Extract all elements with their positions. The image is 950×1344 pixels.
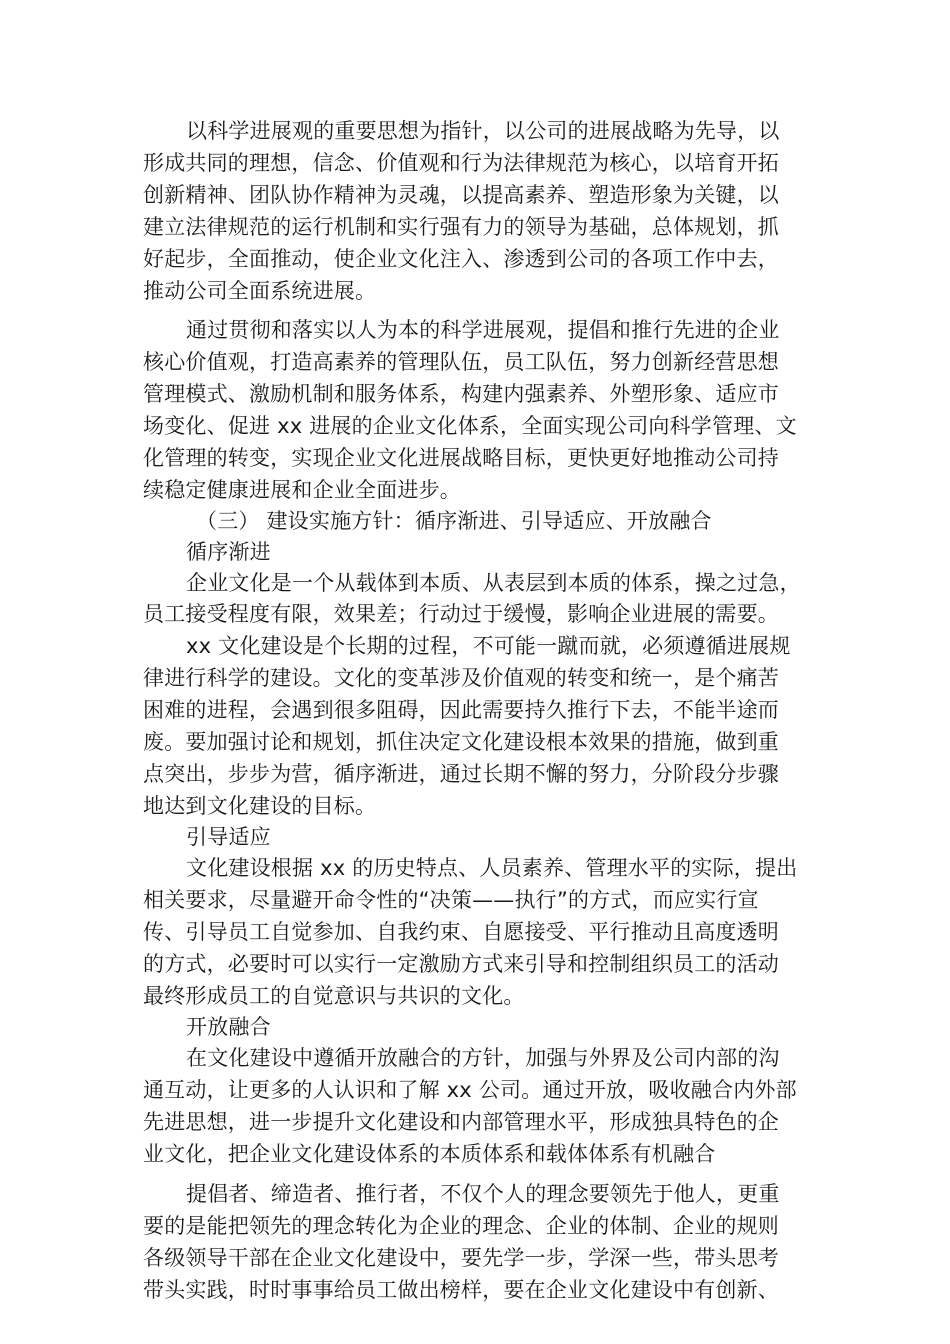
paragraph-line: 各级领导干部在企业文化建设中，要先学一步，学深一些，带头思考 xyxy=(143,1246,779,1270)
paragraph-line: 地达到文化建设的目标。 xyxy=(143,794,377,818)
paragraph-line: 最终形成员工的自觉意识与共识的文化。 xyxy=(143,984,525,1008)
section-heading: （三） 建设实施方针：循序渐进、引导适应、开放融合 xyxy=(196,509,712,533)
paragraph-line: 点突出，步步为营，循序渐进，通过长期不懈的努力，分阶段分步骤 xyxy=(143,762,779,786)
subsection-title-guide: 引导适应 xyxy=(186,825,271,849)
paragraph-line: 废。要加强讨论和规划，抓住决定文化建设根本效果的措施，做到重 xyxy=(143,730,779,754)
paragraph-line: xx 文化建设是个长期的过程，不可能一蹴而就，必须遵循进展规 xyxy=(186,634,791,658)
paragraph-line: 好起步，全面推动，使企业文化注入、渗透到公司的各项工作中去， xyxy=(143,247,779,271)
paragraph-line: 要的是能把领先的理念转化为企业的理念、企业的体制、企业的规则 xyxy=(143,1214,779,1238)
paragraph-line: 形成共同的理想，信念、价值观和行为法律规范为核心，以培育开拓 xyxy=(143,151,779,175)
paragraph-line: 以科学进展观的重要思想为指针，以公司的进展战略为先导，以 xyxy=(186,119,780,143)
paragraph-line: 困难的进程，会遇到很多阻碍，因此需要持久推行下去，不能半途而 xyxy=(143,698,779,722)
subsection-title-open: 开放融合 xyxy=(186,1015,271,1039)
paragraph-line: 带头实践，时时事事给员工做出榜样，要在企业文化建设中有创新、 xyxy=(143,1278,779,1302)
paragraph-line: 推动公司全面系统进展。 xyxy=(143,279,377,303)
paragraph-line: 续稳定健康进展和企业全面进步。 xyxy=(143,478,461,502)
paragraph-line: 创新精神、团队协作精神为灵魂，以提高素养、塑造形象为关键，以 xyxy=(143,183,779,207)
paragraph-line: 传、引导员工自觉参加、自我约束、自愿接受、平行推动且高度透明 xyxy=(143,920,779,944)
paragraph-line: 先进思想，进一步提升文化建设和内部管理水平，形成独具特色的企 xyxy=(143,1110,779,1134)
paragraph-line: 文化建设根据 xx 的历史特点、人员素养、管理水平的实际，提出 xyxy=(186,856,798,880)
paragraph-line: 员工接受程度有限，效果差；行动过于缓慢，影响企业进展的需要。 xyxy=(143,602,779,626)
paragraph-line: 通过贯彻和落实以人为本的科学进展观，提倡和推行先进的企业 xyxy=(186,318,780,342)
paragraph-line: 提倡者、缔造者、推行者，不仅个人的理念要领先于他人，更重 xyxy=(186,1182,780,1206)
paragraph-line: 业文化，把企业文化建设体系的本质体系和载体体系有机融合 xyxy=(143,1142,716,1166)
paragraph-line: 通互动，让更多的人认识和了解 xx 公司。通过开放，吸收融合内外部 xyxy=(143,1078,797,1102)
paragraph-line: 企业文化是一个从载体到本质、从表层到本质的体系，操之过急， xyxy=(186,571,801,595)
paragraph-line: 建立法律规范的运行机制和实行强有力的领导为基础，总体规划，抓 xyxy=(143,215,779,239)
paragraph-line: 律进行科学的建设。文化的变革涉及价值观的转变和统一，是个痛苦 xyxy=(143,666,779,690)
paragraph-line: 的方式，必要时可以实行一定激励方式来引导和控制组织员工的活动 xyxy=(143,952,779,976)
paragraph-line: 相关要求，尽量避开命令性的“决策——执行”的方式，而应实行宣 xyxy=(143,888,759,912)
paragraph-line: 管理模式、激励机制和服务体系，构建内强素养、外塑形象、适应市 xyxy=(143,382,779,406)
paragraph-line: 场变化、促进 xx 进展的企业文化体系，全面实现公司向科学管理、文 xyxy=(143,414,797,438)
paragraph-line: 化管理的转变，实现企业文化进展战略目标，更快更好地推动公司持 xyxy=(143,446,779,470)
subsection-title-gradual: 循序渐进 xyxy=(186,540,271,564)
paragraph-line: 在文化建设中遵循开放融合的方针，加强与外界及公司内部的沟 xyxy=(186,1046,780,1070)
paragraph-line: 核心价值观，打造高素养的管理队伍，员工队伍，努力创新经营思想 xyxy=(143,350,779,374)
